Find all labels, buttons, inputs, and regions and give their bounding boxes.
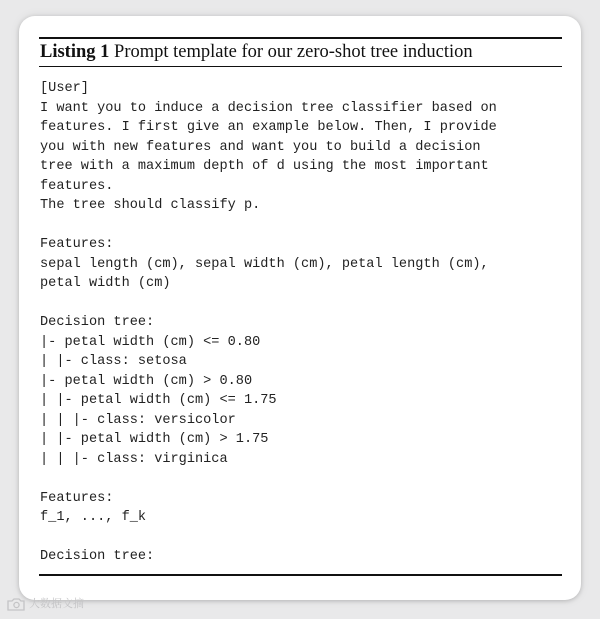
code-line <box>40 294 562 314</box>
code-line: tree with a maximum depth of d using the most important <box>40 159 489 174</box>
code-line <box>40 469 562 489</box>
code-line: | |- petal width (cm) > 1.75 <box>40 432 269 447</box>
code-line: | | |- class: versicolor <box>40 412 236 428</box>
code-line: features. <box>40 178 114 194</box>
code-line: Features: <box>40 490 114 506</box>
top-rule <box>39 37 562 39</box>
caption-rule <box>39 66 562 67</box>
code-line: | |- class: setosa <box>40 354 187 369</box>
code-line: Decision tree: <box>40 315 155 330</box>
code-line: | | |- class: virginica <box>40 451 228 467</box>
camera-icon <box>6 597 26 611</box>
code-block <box>40 79 562 567</box>
code-line: The tree should classify p. <box>40 198 261 213</box>
code-line: sepal length (cm), sepal width (cm), petal length (cm), <box>40 256 489 272</box>
code-line: |- petal width (cm) > 0.80 <box>40 373 253 389</box>
watermark <box>6 597 84 611</box>
code-line: [User] <box>40 81 89 96</box>
code-line: |- petal width (cm) <= 0.80 <box>40 334 261 350</box>
code-line: Decision tree: <box>40 549 155 564</box>
listing-caption-text: Prompt template for our zero-shot tree induction <box>114 42 473 62</box>
listing <box>39 37 562 577</box>
watermark-text: 大数据文摘 <box>29 597 84 610</box>
code-line: features. I first give an example below. Then, I provide <box>40 120 497 135</box>
listing-caption <box>40 41 473 63</box>
bottom-rule <box>39 574 562 576</box>
code-line: petal width (cm) <box>40 276 171 291</box>
code-line: | |- petal width (cm) <= 1.75 <box>40 393 277 408</box>
code-line: f_1, ..., f_k <box>40 510 147 525</box>
code-line: Features: <box>40 237 114 252</box>
code-line <box>40 216 562 236</box>
code-line: you with new features and want you to build a decision <box>40 139 481 155</box>
code-line: I want you to induce a decision tree classifier based on <box>40 100 497 116</box>
code-line <box>40 528 562 548</box>
listing-label: Listing 1 <box>40 42 110 62</box>
